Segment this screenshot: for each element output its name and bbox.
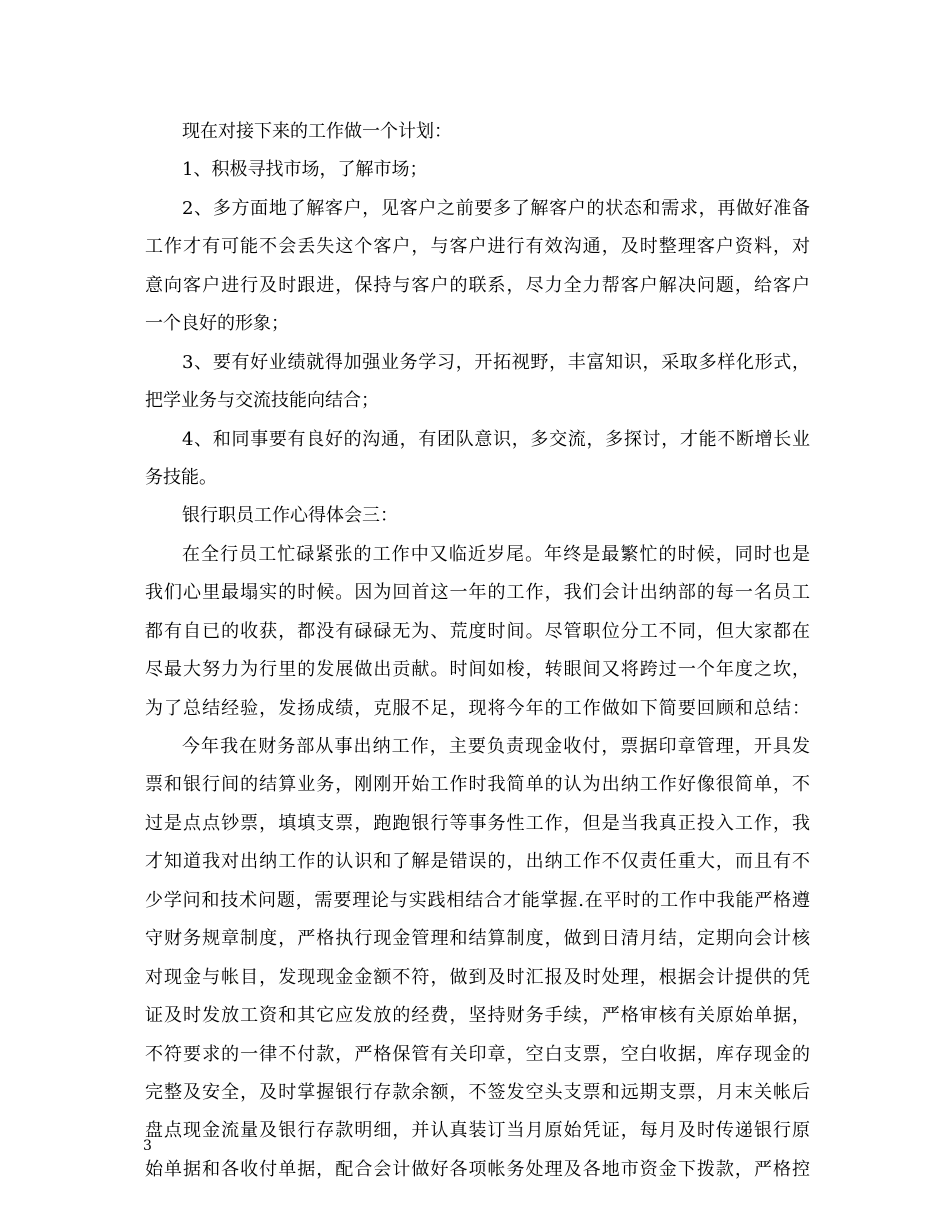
text-line: 少学问和技术问题，需要理论与实践相结合才能掌握.在平时的工作中我能严格遵	[145, 889, 810, 911]
text-line: 为了总结经验，发扬成绩，克服不足，现将今年的工作做如下简要回顾和总结：	[145, 697, 810, 719]
text-line: 盘点现金流量及银行存款明细，并认真装订当月原始凭证，每月及时传递银行原	[145, 1120, 810, 1142]
text-line: 工作才有可能不会丢失这个客户，与客户进行有效沟通，及时整理客户资料，对	[145, 236, 810, 258]
text-line: 银行职员工作心得体会三：	[182, 505, 398, 527]
text-line: 守财务规章制度，严格执行现金管理和结算制度，做到日清月结，定期向会计核	[145, 928, 810, 950]
text-line: 把学业务与交流技能向结合；	[145, 390, 379, 412]
text-line: 现在对接下来的工作做一个计划：	[182, 121, 452, 142]
text-line: 我们心里最塌实的时候。因为回首这一年的工作，我们会计出纳部的每一名员工	[145, 582, 810, 604]
text-line: 3、要有好业绩就得加强业务学习，开拓视野，丰富知识，采取多样化形式，	[182, 351, 810, 373]
text-line: 务技能。	[145, 466, 217, 488]
text-line: 4、和同事要有良好的沟通，有团队意识，多交流，多探讨，才能不断增长业	[182, 428, 810, 450]
text-line: 今年我在财务部从事出纳工作，主要负责现金收付，票据印章管理，开具发	[182, 736, 810, 757]
text-line: 1、积极寻找市场，了解市场；	[182, 159, 428, 181]
text-line: 证及时发放工资和其它应发放的经费，坚持财务手续，严格审核有关原始单据，	[145, 1005, 810, 1027]
text-line: 意向客户进行及时跟进，保持与客户的联系，尽力全力帮客户解决问题，给客户	[145, 274, 810, 296]
text-line: 尽最大努力为行里的发展做出贡献。时间如梭，转眼间又将跨过一个年度之坎，	[145, 659, 810, 681]
text-line: 完整及安全，及时掌握银行存款余额，不签发空头支票和远期支票，月末关帐后	[145, 1081, 810, 1103]
text-line: 2、多方面地了解客户，见客户之前要多了解客户的状态和需求，再做好准备	[182, 197, 810, 219]
text-line: 不符要求的一律不付款，严格保管有关印章，空白支票，空白收据，库存现金的	[145, 1043, 810, 1065]
page-number: 3	[143, 1138, 152, 1154]
text-line: 在全行员工忙碌紧张的工作中又临近岁尾。年终是最繁忙的时候，同时也是	[182, 543, 810, 565]
text-line: 始单据和各收付单据，配合会计做好各项帐务处理及各地市资金下拨款，严格控	[145, 1158, 810, 1180]
text-line: 都有自已的收获，都没有碌碌无为、荒度时间。尽管职位分工不同，但大家都在	[145, 620, 810, 642]
text-line: 票和银行间的结算业务，刚刚开始工作时我简单的认为出纳工作好像很简单，不	[145, 774, 810, 796]
text-line: 一个良好的形象；	[145, 313, 289, 335]
text-line: 对现金与帐目，发现现金金额不符，做到及时汇报及时处理，根据会计提供的凭	[145, 966, 810, 988]
text-line: 过是点点钞票，填填支票，跑跑银行等事务性工作，但是当我真正投入工作，我	[145, 812, 810, 834]
text-line: 才知道我对出纳工作的认识和了解是错误的，出纳工作不仅责任重大，而且有不	[145, 851, 810, 873]
body-text	[145, 113, 810, 1189]
